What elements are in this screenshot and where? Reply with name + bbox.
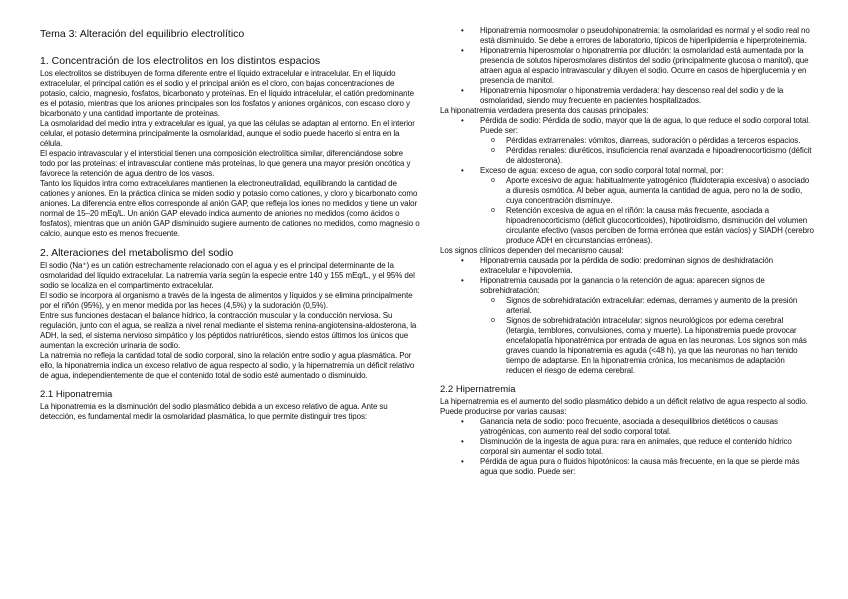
bullet-icon: • [461,86,464,95]
bullet-icon: • [461,256,464,265]
circle-bullet-icon: o [491,207,495,214]
circle-bullet-icon: o [491,137,495,144]
list-item: • Ganancia neta de sodio: poco frecuente, asociada a desequilibrios dietéticos o causas yatrogénicas, con aumento real del sodio corporal total. [461,417,778,436]
list-item: o Signos de sobrehidratación extracelular: edemas, derrames y aumento de la presión arterial. [491,296,798,315]
section-1-paragraph-2: La osmolaridad del medio intra y extracelular es igual, ya que las células se adaptan al entorno. En el interior celular, el potasio determina principalmente la osmolaridad, aunque el sodio puede hacerlo si entra en la célula. [40,119,415,148]
bullet-icon: • [461,166,464,175]
section-2-paragraph-3: Entre sus funciones destacan el balance hídrico, la contracción muscular y la conducción nerviosa. Su regulación, junto con el agua, se realiza a nivel renal mediante el sistema renina-angiotensina-aldosterona, la ADH, la sed, el sistema nervioso simpático y los péptidos natriuréticos, siendo estos últimos los únicos que aumentan la excreción urinaria de sodio. [40,311,417,350]
list-item: o Pérdidas renales: diuréticos, insuficiencia renal avanzada e hipoadrenocorticismo (déficit de aldosterona). [491,146,812,165]
section-2-paragraph-2: El sodio se incorpora al organismo a través de la ingesta de alimentos y líquidos y se elimina principalmente por el riñón (95%), y en menor medida por las heces (4,5%) y la sudoración (0,5%). [40,291,413,310]
hyponatremia-types-list [440,26,815,106]
section-1-paragraph-4: Tanto los líquidos intra como extracelulares mantienen la electroneutralidad, equilibrando la cantidad de cationes y aniones. En la práctica clínica se miden sodio y potasio como cationes, y cloro y bicarbonato como aniones. La diferencia entre ellos corresponde al anión GAP, que refleja los iones no medidos y tiene un valor normal de 15–20 mEq/L. Un anión GAP elevado indica aumento de aniones no medidos (como ácidos o fosfatos), mientras que un anión GAP disminuido sugiere aumento de cationes no medidos, como magnesio o calcio, aunque esto es menos frecuente. [40,179,420,238]
bullet-icon: • [461,26,464,35]
section-2-paragraph-1: El sodio (Na⁺) es un catión estrechamente relacionado con el agua y es el principal determinante de la osmolaridad del líquido extracelular. La natremia varía según la especie entre 140 y 155 mEq/L, y el 95% del sodio se localiza en el compartimento extracelular. [40,261,415,290]
bullet-icon: • [461,437,464,446]
hypernatremia-causes-list [440,417,815,477]
water-excess-sublist [480,176,815,246]
right-column [440,26,815,477]
section-2-heading: 2. Alteraciones del metabolismo del sodio [40,247,234,259]
overhydration-sublist [480,296,815,376]
section-1-heading: 1. Concentración de los electrolitos en los distintos espacios [40,55,321,67]
bullet-icon: • [461,46,464,55]
bullet-icon: • [461,276,464,285]
causes-list [440,116,815,246]
list-item: • Hiponatremia causada por la ganancia o la retención de agua: aparecen signos de sobrehidratación: o Signos de sobrehidratación extracelular: edemas, derrames y aumento de la presión arterial. o Signos de sobrehidratación intracelular: signos neurológicos por edema cerebral (letargia, temblores, convulsiones, coma y muerte). La hiponatremia puede provocar encefalopatía hiponatrémica por entrada de agua en las neuronas. Los signos son más graves cuando la hiponatremia es aguda (<48 h), ya que las neuronas no han tenido tiempo de adaptarse. En la hiponatremia crónica, los mecanismos de adaptación reducen el riesgo de edema cerebral. [440,276,815,376]
section-2-1-paragraph-1: La hiponatremia es la disminución del sodio plasmático debida a un exceso relativo de agua. Ante su detección, es fundamental medir la osmolaridad plasmática, lo que permite distinguir tres tipos: [40,402,388,421]
list-item: o Aporte excesivo de agua: habitualmente yatrogénico (fluidoterapia excesiva) o asociado a diuresis osmótica. Al beber agua, aumenta la cantidad de agua, pero no la de sodio, cuya concentración disminuye. [491,176,810,205]
left-column [40,24,420,422]
list-item: • Hiponatremia normoosmolar o pseudohiponatremia: la osmolaridad es normal y el sodio real no está disminuido. Se debe a errores de laboratorio, típicos de hiperlipidemia e hiperproteinemia. [461,26,810,45]
list-item: • Hiponatremia hiposmolar o hiponatremia verdadera: hay descenso real del sodio y de la osmolaridad, siendo muy frecuente en pacientes hospitalizados. [461,86,784,105]
list-item: • Hiponatremia hiperosmolar o hiponatremia por dilución: la osmolaridad está aumentada por la presencia de solutos hiperosmolares distintos del sodio (principalmente glucosa o manitol), que atraen agua al espacio intravascular y diluyen el sodio. Ocurre en casos de hiperglucemia y en presencia de manitol. [461,46,809,85]
list-item: • Disminución de la ingesta de agua pura: rara en animales, que reduce el contenido hídrico corporal sin aumentar el sodio total. [461,437,792,456]
circle-bullet-icon: o [491,177,495,184]
circle-bullet-icon: o [491,317,495,324]
list-item: o Pérdidas extrarrenales: vómitos, diarreas, sudoración o pérdidas a terceros espacios. [491,136,801,145]
circle-bullet-icon: o [491,297,495,304]
circle-bullet-icon: o [491,147,495,154]
list-item: o Retención excesiva de agua en el riñón: la causa más frecuente, asociada a hipoadrenocorticismo (déficit glucocorticoides), hipotiroidismo, disminución del volumen circulante efectivo (vasos perciben de forma errónea que están vacíos) y SIADH (cerebro produce ADH en circunstancias erróneas). [491,206,814,245]
section-2-1-heading: 2.1 Hiponatremia [40,389,113,400]
list-item: • Exceso de agua: exceso de agua, con sodio corporal total normal, por: o Aporte excesivo de agua: habitualmente yatrogénico (fluidoterapia excesiva) o asociado a diuresis osmótica. Al beber agua, aumenta la cantidad de agua, pero no la de sodio, cuya concentración disminuye. o Retención excesiva de agua en el riñón: la causa más frecuente, asociada a hipoadrenocorticismo (déficit glucocorticoides), hipotiroidismo, disminución del volumen circulante efectivo (vasos perciben de forma errónea que están vacíos) y SIADH (cerebro produce ADH en circunstancias erróneas). [461,166,814,245]
sodium-loss-sublist [480,136,815,166]
bullet-icon: • [461,457,464,466]
bullet-icon: • [461,417,464,426]
section-2-2-heading: 2.2 Hipernatremia [440,384,516,395]
section-1-paragraph-3: El espacio intravascular y el intersticial tienen una composición electrolítica similar, diferenciándose sobre todo por las proteínas: el intravascular contiene más proteínas, lo que genera una mayor presión oncótica y favorece la retención de agua dentro de los vasos. [40,149,411,178]
list-item: • Hiponatremia causada por la pérdida de sodio: predominan signos de deshidratación extracelular e hipovolemia. [461,256,773,275]
document-title: Tema 3: Alteración del equilibrio electrolítico [40,28,245,40]
section-2-2-paragraph-1: La hipernatremia es el aumento del sodio plasmático debido a un déficit relativo de agua respecto al sodio. Puede producirse por varias causas: [440,397,808,416]
list-item: • Pérdida de sodio: Pérdida de sodio, mayor que la de agua, lo que reduce el sodio corporal total. Puede ser: o Pérdidas extrarrenales: vómitos, diarreas, sudoración o pérdidas a terceros espacios. o Pérdidas renales: diuréticos, insuficiencia renal avanzada e hipoadrenocorticismo (déficit de aldosterona). [440,116,815,166]
list-item: • Pérdida de agua pura o fluidos hipotónicos: la causa más frecuente, en la que se pierde más agua que sodio. Puede ser: [461,457,800,476]
signs-intro: Los signos clínicos dependen del mecanismo causal: [440,246,624,255]
causes-intro: La hiponatremia verdadera presenta dos causas principales: [440,106,649,115]
list-item: o Signos de sobrehidratación intracelular: signos neurológicos por edema cerebral (letargia, temblores, convulsiones, coma y muerte). La hiponatremia puede provocar encefalopatía hiponatrémica por entrada de agua en las neuronas. Los signos son más graves cuando la hiponatremia es aguda (<48 h), ya que las neuronas no han tenido tiempo de adaptarse. En la hiponatremia crónica, los mecanismos de adaptación reducen el riesgo de edema cerebral. [491,316,807,375]
bullet-icon: • [461,116,464,125]
signs-list [440,256,815,376]
section-2-paragraph-4: La natremia no refleja la cantidad total de sodio corporal, sino la relación entre sodio y agua plasmática. Por ello, la hiponatremia indica un exceso relativo de agua respecto al sodio, y la hipernatremia un déficit relativo de agua, independientemente de que el contenido total de sodio esté aumentado o disminuido. [40,351,415,380]
section-1-paragraph-1: Los electrolitos se distribuyen de forma diferente entre el líquido extracelular e intracelular. En el líquido extracelular, el principal catión es el sodio y el principal anión es el cloro, con bajas concentraciones de potasio, calcio, magnesio, fosfatos, bicarbonato y proteínas. En el líquido intracelular, el catión predominante es el potasio, mientras que los aniones principales son los fosfatos y aniones orgánicos, con escaso cloro y bicarbonato y una cantidad importante de proteínas. [40,69,414,118]
